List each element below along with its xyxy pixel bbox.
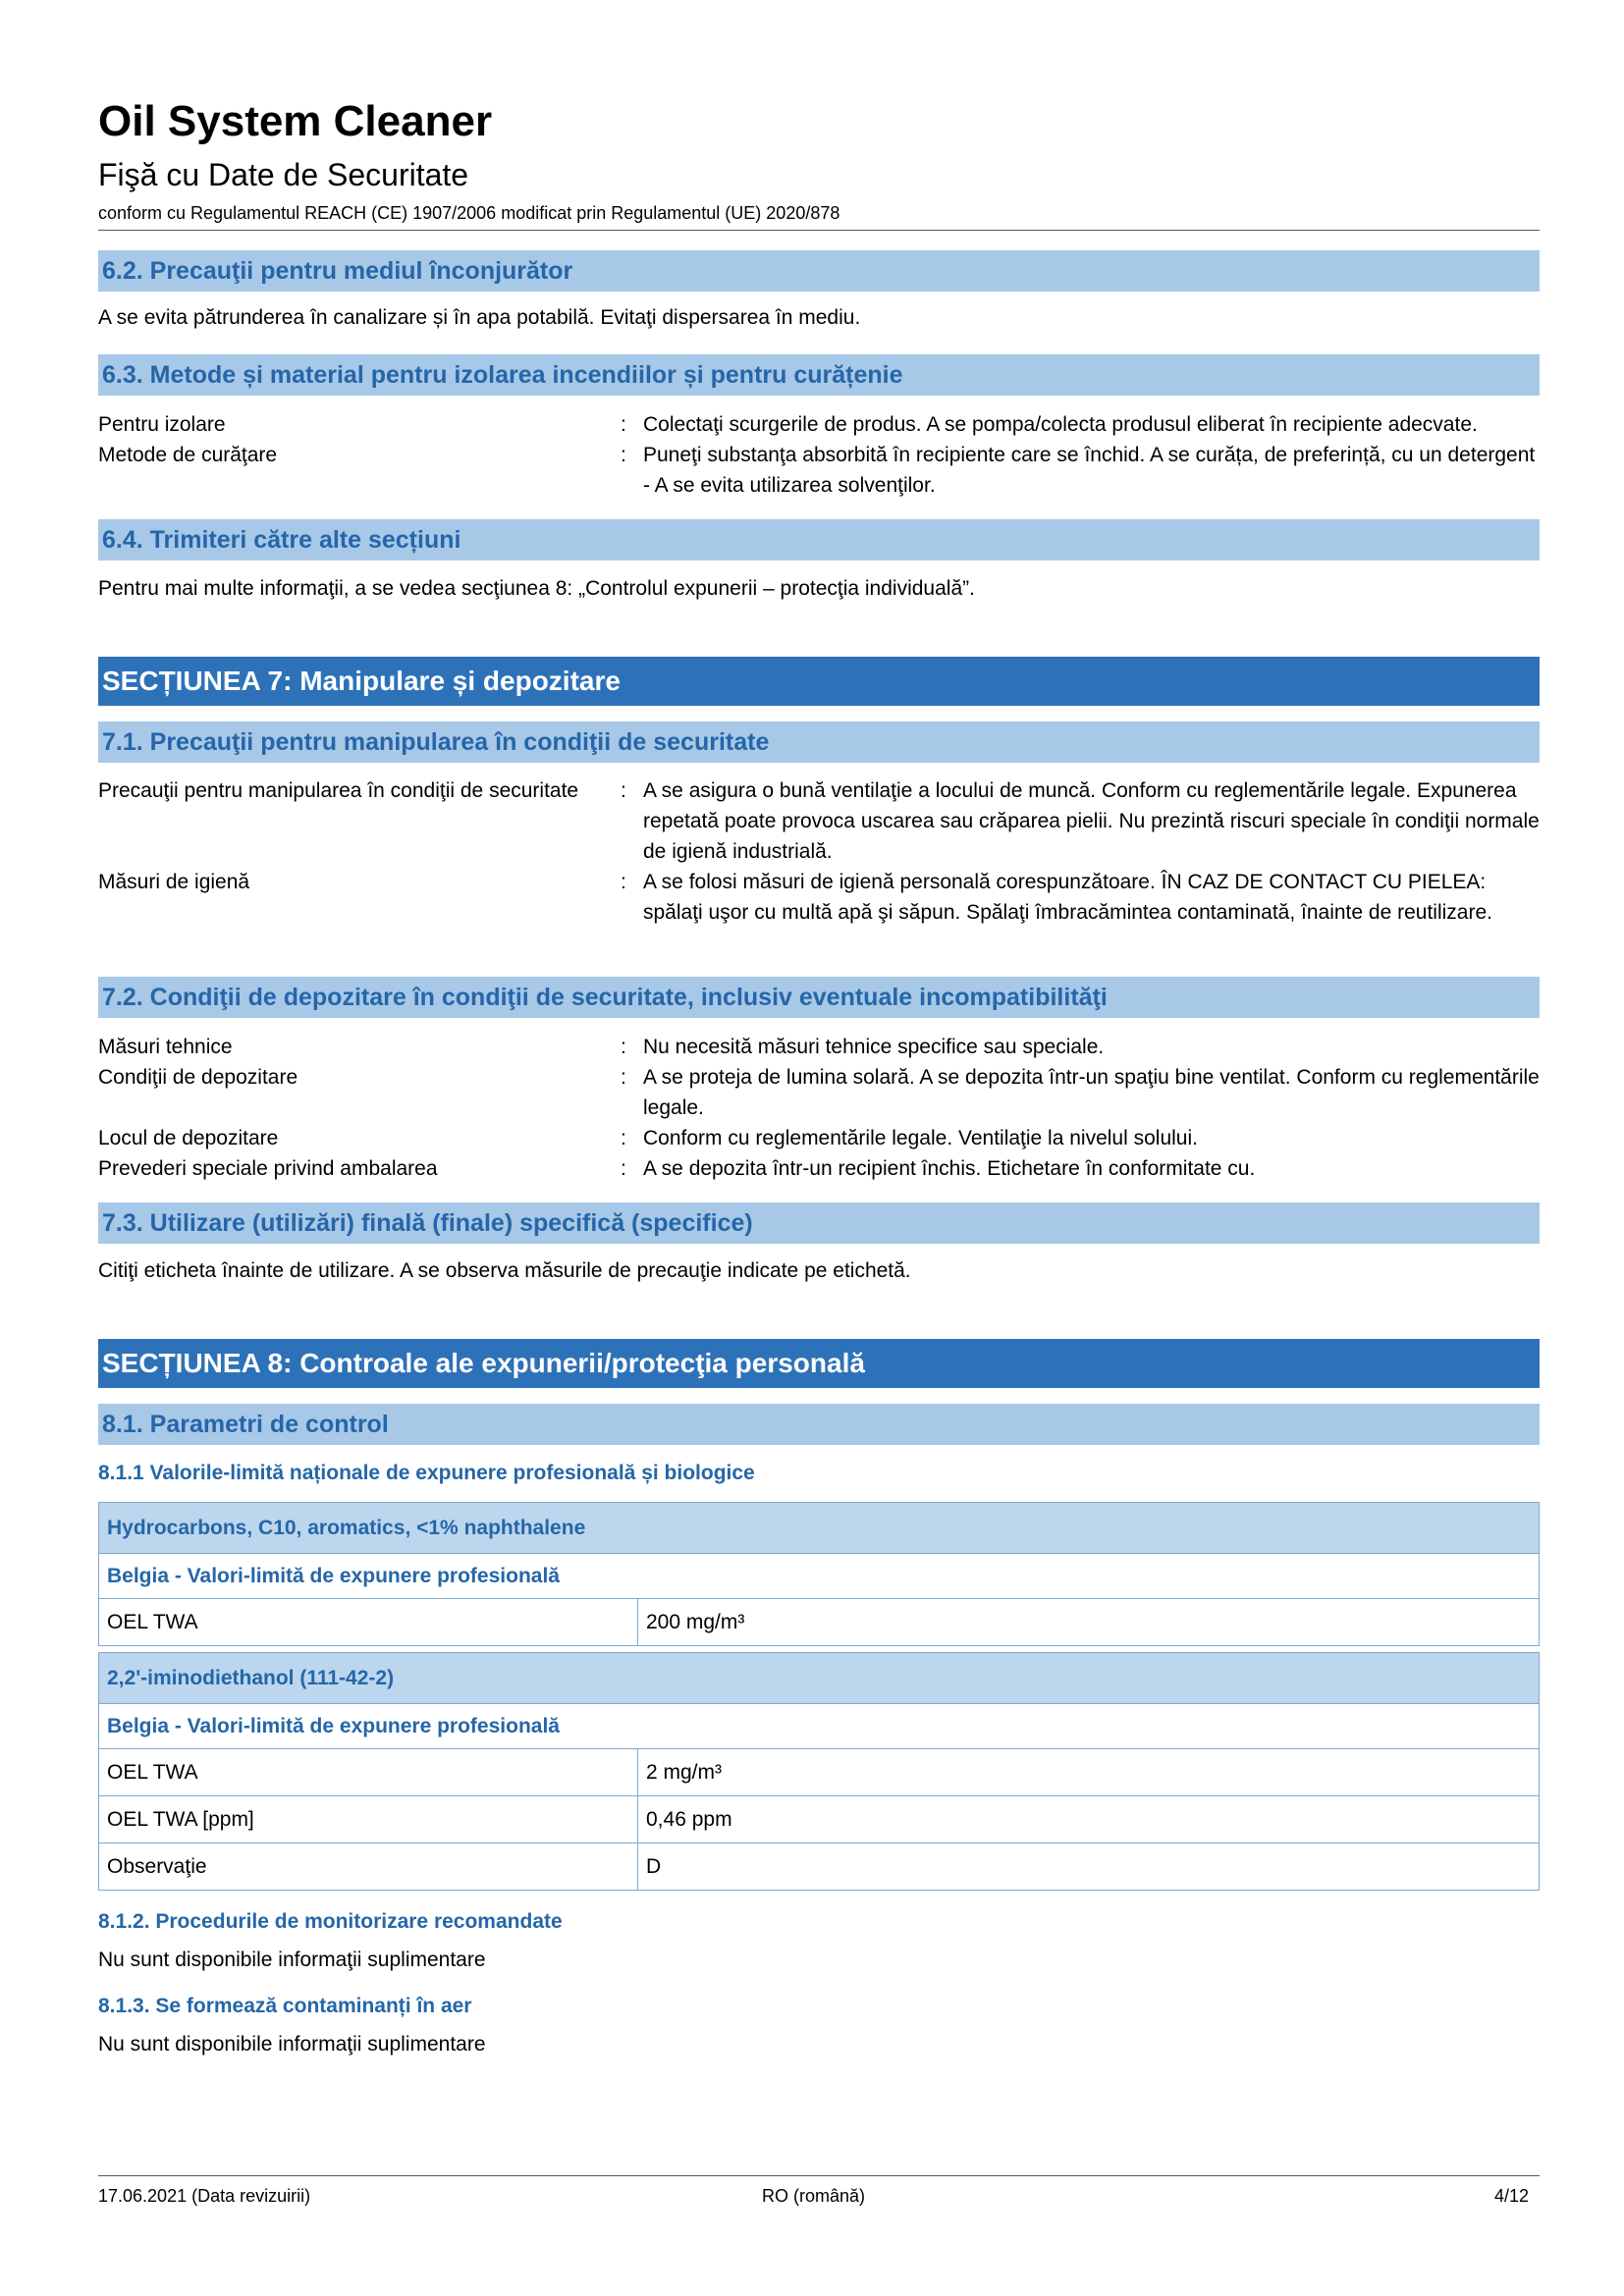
substance-name: Hydrocarbons, C10, aromatics, <1% naphthalene bbox=[99, 1503, 1540, 1554]
table-cell-key: Observaţie bbox=[99, 1843, 638, 1891]
footer-divider bbox=[98, 2175, 1540, 2176]
section-8-1-3-heading: 8.1.3. Se formează contaminanți în aer bbox=[98, 1995, 472, 2017]
table-cell-value: 0,46 ppm bbox=[638, 1796, 1540, 1843]
kv-label: Metode de curăţare bbox=[98, 444, 278, 466]
table-cell-value: D bbox=[638, 1843, 1540, 1891]
section-7-3-text: Citiţi eticheta înainte de utilizare. A se observa măsurile de precauţie indicate pe etichetă. bbox=[98, 1259, 911, 1282]
kv-colon: : bbox=[621, 871, 626, 893]
kv-value: Colectaţi scurgerile de produs. A se pompa/colecta produsul eliberat în recipiente adecvate. bbox=[643, 413, 1478, 436]
kv-value: A se folosi măsuri de igienă personală corespunzătoare. ÎN CAZ DE CONTACT CU PIELEA: spălaţi uşor cu multă apă şi săpun. Spălaţi îmbracămintea contaminată, înainte de reutilizare. bbox=[643, 871, 1492, 924]
country-limits-label: Belgia - Valori-limită de expunere profesională bbox=[99, 1704, 1540, 1749]
substance-name: 2,2'-iminodiethanol (111-42-2) bbox=[99, 1653, 1540, 1704]
kv-colon: : bbox=[621, 413, 626, 436]
section-8-1-heading: 8.1. Parametri de control bbox=[98, 1404, 1540, 1445]
kv-value: A se proteja de lumina solară. A se depozita într-un spaţiu bine ventilat. Conform cu reglementările legale. bbox=[643, 1066, 1540, 1119]
document-subtitle: Fişă cu Date de Securitate bbox=[98, 157, 469, 192]
kv-value: Nu necesită măsuri tehnice specifice sau speciale. bbox=[643, 1036, 1105, 1058]
kv-label: Condiţii de depozitare bbox=[98, 1066, 298, 1089]
document-title: Oil System Cleaner bbox=[98, 97, 493, 145]
regulation-note: conform cu Regulamentul REACH (CE) 1907/2006 modificat prin Regulamentul (UE) 2020/878 bbox=[98, 203, 840, 223]
kv-colon: : bbox=[621, 779, 626, 802]
section-6-4-text: Pentru mai multe informaţii, a se vedea secţiunea 8: „Controlul expunerii – protecţia individuală”. bbox=[98, 577, 975, 600]
table-row bbox=[99, 1843, 1540, 1891]
table-cell-value: 200 mg/m³ bbox=[638, 1599, 1540, 1646]
kv-value: A se asigura o bună ventilaţie a locului de muncă. Conform cu reglementările legale. Expunerea repetată poate provoca uscarea sau crăparea pielii. Nu prezintă riscuri speciale în condiţii normale de igienă industrială. bbox=[643, 779, 1540, 863]
section-7-heading: SECȚIUNEA 7: Manipulare și depozitare bbox=[98, 657, 1540, 706]
table-cell-key: OEL TWA bbox=[99, 1749, 638, 1796]
table-cell-value: 2 mg/m³ bbox=[638, 1749, 1540, 1796]
kv-colon: : bbox=[621, 1036, 626, 1058]
kv-value: Conform cu reglementările legale. Ventilaţie la nivelul solului. bbox=[643, 1127, 1198, 1149]
section-7-2-heading: 7.2. Condiţii de depozitare în condiţii de securitate, inclusiv eventuale incompatibilităţi bbox=[98, 977, 1540, 1018]
table-cell-key: OEL TWA [ppm] bbox=[99, 1796, 638, 1843]
kv-label: Locul de depozitare bbox=[98, 1127, 279, 1149]
section-8-1-3-text: Nu sunt disponibile informaţii suplimentare bbox=[98, 2033, 486, 2056]
section-8-heading: SECȚIUNEA 8: Controale ale expunerii/protecţia personală bbox=[98, 1339, 1540, 1388]
table-cell-key: OEL TWA bbox=[99, 1599, 638, 1646]
section-7-1-heading: 7.1. Precauţii pentru manipularea în condiţii de securitate bbox=[98, 721, 1540, 763]
section-7-3-heading: 7.3. Utilizare (utilizări) finală (finale) specifică (specifice) bbox=[98, 1202, 1540, 1244]
kv-value: A se depozita într-un recipient închis. Etichetare în conformitate cu. bbox=[643, 1157, 1256, 1180]
section-6-4-heading: 6.4. Trimiteri către alte secțiuni bbox=[98, 519, 1540, 561]
section-6-2-heading: 6.2. Precauţii pentru mediul înconjurător bbox=[98, 250, 1540, 292]
table-row bbox=[99, 1749, 1540, 1796]
table-row bbox=[99, 1599, 1540, 1646]
kv-colon: : bbox=[621, 444, 626, 466]
kv-colon: : bbox=[621, 1066, 626, 1089]
section-8-1-1-heading: 8.1.1 Valorile-limită naționale de expunere profesională și biologice bbox=[98, 1462, 755, 1484]
section-8-1-2-text: Nu sunt disponibile informaţii suplimentare bbox=[98, 1949, 486, 1971]
kv-label: Pentru izolare bbox=[98, 413, 226, 436]
kv-label: Măsuri de igienă bbox=[98, 871, 250, 893]
language-indicator: RO (română) bbox=[762, 2186, 866, 2206]
section-6-2-text: A se evita pătrunderea în canalizare și în apa potabilă. Evitaţi dispersarea în mediu. bbox=[98, 306, 861, 329]
kv-label: Prevederi speciale privind ambalarea bbox=[98, 1157, 438, 1180]
kv-colon: : bbox=[621, 1157, 626, 1180]
oel-table-hydrocarbons bbox=[98, 1502, 1540, 1646]
kv-label: Precauţii pentru manipularea în condiţii de securitate bbox=[98, 779, 579, 802]
kv-value: Puneţi substanţa absorbită în recipiente care se închid. A se curăța, de preferință, cu un detergent - A se evita utilizarea solvenţilor. bbox=[643, 444, 1536, 497]
revision-date: 17.06.2021 (Data revizuirii) bbox=[98, 2186, 311, 2206]
kv-colon: : bbox=[621, 1127, 626, 1149]
country-limits-label: Belgia - Valori-limită de expunere profesională bbox=[99, 1554, 1540, 1599]
section-6-3-heading: 6.3. Metode și material pentru izolarea incendiilor și pentru curățenie bbox=[98, 354, 1540, 396]
page-number: 4/12 bbox=[1494, 2186, 1530, 2206]
header-divider bbox=[98, 230, 1540, 231]
kv-label: Măsuri tehnice bbox=[98, 1036, 233, 1058]
oel-table-iminodiethanol bbox=[98, 1652, 1540, 1891]
section-8-1-2-heading: 8.1.2. Procedurile de monitorizare recomandate bbox=[98, 1910, 563, 1933]
table-row bbox=[99, 1796, 1540, 1843]
